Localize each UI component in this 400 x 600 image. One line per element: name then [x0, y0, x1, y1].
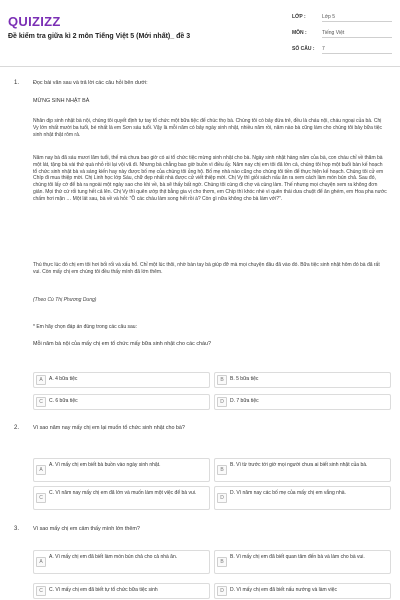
- passage-citation: (Theo Cù Thị Phương Dung): [33, 297, 97, 303]
- meta-label: SỐ CÂU :: [292, 46, 315, 52]
- passage-title: MỪNG SINH NHẬT BÀ: [33, 98, 90, 104]
- question-number: 3.: [14, 526, 20, 532]
- option-text: D. Vì năm nay các bố mẹ của mấy chị em vắng nhà.: [230, 490, 346, 496]
- option-c[interactable]: [33, 486, 210, 510]
- question-text: Vì sao mấy chị em cảm thấy mình lớn thêm?: [33, 526, 140, 532]
- option-text: B. Vì từ trước tới giờ mọi người chưa ai biết sinh nhật của bà.: [230, 462, 368, 468]
- meta-value: Lớp 5: [322, 14, 392, 22]
- option-b[interactable]: [214, 372, 391, 388]
- meta-value: 7: [322, 46, 392, 54]
- option-a[interactable]: [33, 458, 210, 482]
- option-text: D. 7 bữa tiệc: [230, 398, 259, 404]
- option-d[interactable]: [214, 583, 391, 599]
- option-b[interactable]: [214, 458, 391, 482]
- option-text: D. Vì mấy chị em đã biết nấu nướng và làm việc: [230, 587, 337, 593]
- option-text: A. Vì mấy chị em biết bà buồn vào ngày sinh nhật.: [49, 462, 161, 468]
- meta-label: LỚP :: [292, 14, 306, 20]
- option-letter: D: [217, 586, 227, 596]
- option-c[interactable]: [33, 394, 210, 410]
- passage-paragraph: Năm nay bà đã sáu mươi lăm tuổi, thế mà chưa bao giờ có ai tổ chức tiệc mừng sinh nhật cho bà. Ngày sinh nhật hàng năm của bà, con cháu chỉ về thăm bà một lát, tặng bà vài thứ quà nhỏ rồi lại vội vã đi. Nhưng bà chẳng bao giờ buồn vì điều ấy. Năm nay chị em tôi đã lớn cả, chúng tôi họp một buổi bàn kế hoạch tổ chức sinh nhật bà và sáng kiến hay này được bố mẹ của chúng tôi ủng hộ. Bố mẹ nhà nào cũng cho chúng tôi tiền để thực hiện kế hoạch. Chúng tôi cử em Chíp đi mua thiệp mời. Chị Linh học lớp Sáu, chữ đẹp nhất nhà được cử viết thiệp mời. Chị Vy thì giỏi sách nấu ăn ra xem cách làm món bún chả. Sau đó, chúng tôi lấy cớ để bà ra ngoài một ngày sao cho khi về, bà sẽ thấy bất ngờ. Chúng tôi cùng đi chợ và cùng làm. Thế nhưng mọi chuyện xem ra không đơn giản. Mọi thứ cứ rối tung hết cả lên. Chị Vy thì quên ướp thịt bằng gia vị cho thơm, em Chíp thì khóc nhè vì quên thái dưa chuột để ăn ghém, em Hoa pha nước chấm hơi mặn … Một lát sau, bà về và hỏi: "Ồ các cháu làm song hết rồi à? Còn gì nữa không cho bà làm với?".: [33, 155, 387, 202]
- option-letter: B: [217, 557, 227, 567]
- option-b[interactable]: [214, 550, 391, 574]
- option-a[interactable]: [33, 372, 210, 388]
- option-letter: A: [36, 557, 46, 567]
- meta-value: Tiếng Việt: [322, 30, 392, 38]
- instruction: * Em hãy chọn đáp án đúng trong các câu sau:: [33, 324, 137, 330]
- quizizz-logo: QUIZIZZ: [8, 14, 61, 29]
- option-letter: A: [36, 375, 46, 385]
- option-text: C. 6 bữa tiệc: [49, 398, 78, 404]
- question-number: 2.: [14, 425, 20, 431]
- option-text: B. Vì mấy chị em đã biết quan tâm đến bà và làm cho bà vui.: [230, 554, 365, 560]
- passage-paragraph: Thú thực lúc đó chị em tôi hơi bối rối và xấu hổ. Chỉ một lúc thôi, nhờ bàn tay bà giúp đỡ mà mọi chuyện đâu đã vào đó. Bữa tiệc sinh nhật hôm đó bà đã rất vui. Còn mấy chị em chúng tôi đều thấy mình đã lớn thêm.: [33, 262, 380, 275]
- question-prompt: Đọc bài văn sau và trả lời các câu hỏi bên dưới:: [33, 80, 148, 86]
- option-c[interactable]: [33, 583, 210, 599]
- option-letter: D: [217, 493, 227, 503]
- option-text: B. 5 bữa tiệc: [230, 376, 259, 382]
- option-letter: D: [217, 397, 227, 407]
- option-letter: B: [217, 375, 227, 385]
- option-a[interactable]: [33, 550, 210, 574]
- option-text: C. Vì mấy chị em đã biết tự tổ chức bữa tiệc sinh: [49, 587, 158, 593]
- option-d[interactable]: [214, 394, 391, 410]
- option-letter: C: [36, 493, 46, 503]
- question-text: Mỗi năm bà nội của mấy chị em tổ chức mấy bữa sinh nhật cho các cháu?: [33, 341, 212, 347]
- option-text: A. Vì mấy chị em đã biết làm món bún chả cho cả nhà ăn.: [49, 554, 178, 560]
- option-letter: B: [217, 465, 227, 475]
- option-letter: C: [36, 586, 46, 596]
- question-number: 1.: [14, 80, 20, 86]
- meta-label: MÔN :: [292, 30, 307, 36]
- option-text: C. Vì năm nay mấy chị em đã lớn và muốn làm một việc để bà vui.: [49, 490, 197, 496]
- worksheet-header: [0, 0, 400, 67]
- option-text: A. 4 bữa tiệc: [49, 376, 78, 382]
- question-text: Vì sao năm nay mấy chị em lại muốn tổ chức sinh nhật cho bà?: [33, 425, 185, 431]
- option-letter: C: [36, 397, 46, 407]
- passage-paragraph: Nhân dịp sinh nhật bà nội, chúng tôi quyết định tự tay tổ chức một bữa tiệc để chúc thọ bà. Chúng tôi có bảy đứa trẻ, đều là cháu nội, cháu ngoại của bà. Chị Vy lớn nhất mười ba tuổi, bé nhất là em Sơn sáu tuổi. Vậy là mỗi năm có bảy ngày sinh nhật, nhiều năm rồi, năm nào bà cũng làm cho chúng tôi bảy bữa tiệc sinh nhật thật rôm rả.: [33, 118, 383, 138]
- option-d[interactable]: [214, 486, 391, 510]
- document-title: Đề kiểm tra giữa kì 2 môn Tiếng Việt 5 (Mới nhất)_ đề 3: [8, 33, 191, 40]
- option-letter: A: [36, 465, 46, 475]
